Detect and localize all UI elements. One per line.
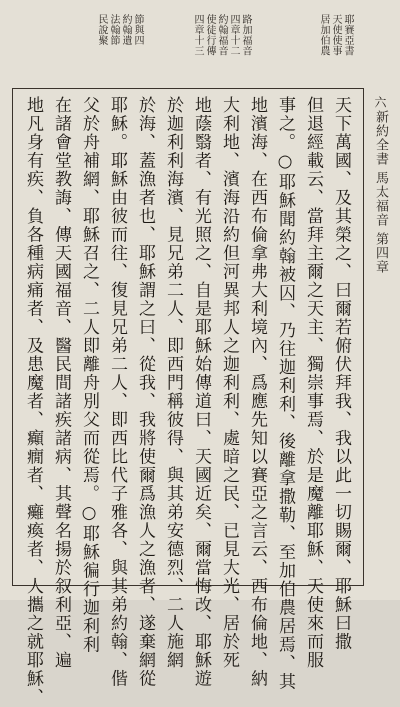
reference-note: 天使使事	[330, 14, 341, 56]
scripture-column: 父於舟補網、耶穌召之、二人即離舟別父而從焉。○耶穌徧行迦利利	[79, 96, 99, 654]
reference-note: 四章十三	[192, 14, 203, 56]
scripture-column: 於海、蓋漁者也、耶穌謂之曰、從我、我將使爾爲漁人之漁者、遂棄網從	[135, 96, 155, 688]
scripture-column: 大利地、濱海沿約但河異邦人之迦利利、處暗之民、已見大光、居於死	[219, 96, 239, 670]
reference-note: 約翰福音	[216, 14, 227, 56]
scripture-column: 耶穌。耶穌由彼而往、復見兄弟二人、即西比代子雅各、與其弟約翰、偕	[107, 96, 127, 688]
reference-note: 路加福音	[240, 14, 251, 56]
scripture-column: 但退經載云、當拜主爾之天主、獨崇事焉、於是魔離耶穌、天使來而服	[303, 96, 323, 670]
scripture-column: 於迦利利海濱、見兄弟二人、即西門稱彼得、與其弟安德烈、二人施網	[163, 96, 183, 670]
scripture-column: 地蔭翳者、有光照之、自是耶穌始傳道曰、天國近矣、爾當悔改、耶穌遊	[191, 96, 211, 688]
scripture-column: 在諸會堂教誨、傳天國福音、醫民間諸疾諸病、其聲名揚於叙利亞、遍	[51, 96, 71, 670]
reference-notes	[12, 10, 362, 84]
scripture-column: 事之。○耶穌聞約翰被囚、乃往迦利利、後離拿撒勒、至加伯農居焉、其	[275, 96, 295, 691]
scripture-column: 地凡身有疾、負各種病痛者、及患魔者、癲癇者、癱瘓者、人攜之就耶穌、	[23, 96, 43, 707]
reference-note: 法翰節	[108, 14, 119, 46]
reference-note: 耶賽亞書	[342, 14, 353, 56]
page-number: 六	[373, 96, 387, 108]
running-head: 新約全書 馬太福音 第四章	[373, 110, 388, 275]
reference-note: 節與四	[132, 14, 143, 46]
scripture-column: 天下萬國、及其榮之、曰爾若俯伏拜我、我以此一切賜爾、耶穌曰撒	[331, 96, 351, 651]
scripture-column: 地濱海、在西布倫拿弗大利境內、爲應先知以賽亞之言云、西布倫地、納	[247, 96, 267, 688]
reference-note: 民說聚	[96, 14, 107, 46]
reference-note: 四章十二	[228, 14, 239, 56]
reference-note: 居加伯農	[318, 14, 329, 56]
reference-note: 約翰遺	[120, 14, 131, 46]
reference-note: 使徒行傳	[204, 14, 215, 56]
